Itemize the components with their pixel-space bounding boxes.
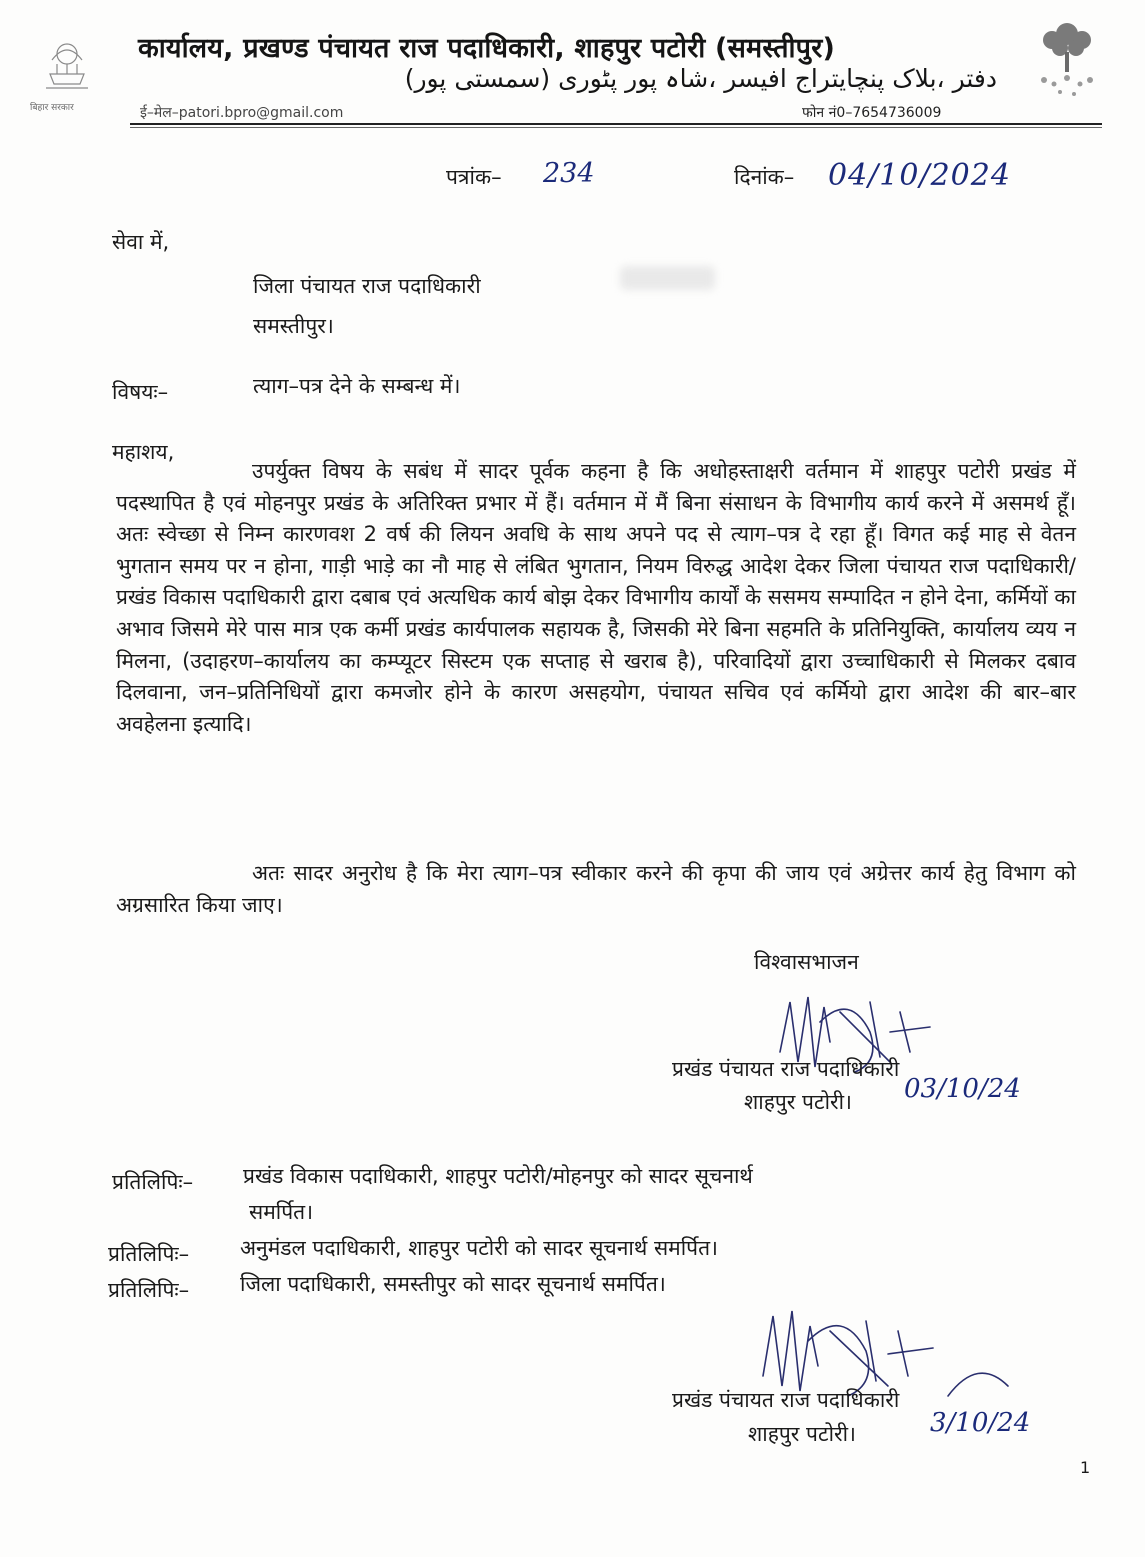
signature-1-date: 03/10/24 bbox=[904, 1074, 1021, 1104]
ref-number-value: 234 bbox=[543, 158, 595, 189]
redacted-mark bbox=[620, 266, 715, 290]
letterhead-rule-thin bbox=[130, 127, 1102, 128]
closing-2-designation: प्रखंड पंचायत राज पदाधिकारी bbox=[672, 1388, 900, 1412]
letterhead-phone: फोन नं0–7654736009 bbox=[802, 105, 942, 121]
state-emblem-icon bbox=[22, 22, 112, 112]
ref-number-label: पत्रांक– bbox=[446, 165, 502, 189]
tree-logo-icon bbox=[1022, 18, 1112, 108]
copy-2-text: अनुमंडल पदाधिकारी, शाहपुर पटोरी को सादर सूचनार्थ समर्पित। bbox=[240, 1236, 718, 1260]
copy-3-label: प्रतिलिपिः– bbox=[108, 1278, 190, 1302]
body-paragraph-1-text: उपर्युक्त विषय के सबंध में सादर पूर्वक कहना है कि अधोहस्ताक्षरी वर्तमान में शाहपुर पटोरी प्रखंड में पदस्थापित है एवं मोहनपुर प्रखंड के अतिरिक्त प्रभार में हैं। वर्तमान में मैं बिना संसाधन के विभागीय कार्य करने में असमर्थ हूँ। अतः स्वेच्छा से निम्न कारणवश 2 वर्ष की लियन अवधि के साथ अपने पद से त्याग–पत्र दे रहा हूँ। विगत कई माह से वेतन भुगतान समय पर न होना, गाड़ी भाड़े का नौ माह से लंबित भुगतान, नियम विरुद्ध आदेश देकर जिला पंचायत राज पदाधिकारी/प्रखंड विकास पदाधिकारी द्वारा दबाब एवं अत्यधिक कार्य बोझ देकर विभागीय कार्यों के ससमय सम्पादित न होने देना, कर्मियों का अभाव जिसमे मेरे पास मात्र एक कर्मी प्रखंड कार्यपालक सहायक है, जिसकी मेरे बिना सहमति के प्रतिनियुक्ति, कार्यालय व्यय न मिलना, (उदाहरण–कार्यालय का कम्प्यूटर सिस्टम एक सप्ताह से खराब है), परिवादियों द्वारा उच्चाधिकारी से मिलकर दबाव दिलवाना, जन–प्रतिनिधियों द्वारा कमजोर होने के कारण असहयोग, पंचायत सचिव एवं कर्मियो द्वारा आदेश की बार–बार अवहेलना इत्यादि। bbox=[116, 459, 1076, 736]
body-paragraph-2 bbox=[116, 858, 1076, 921]
salutation-to: सेवा में, bbox=[112, 230, 170, 254]
copy-1-line-2: समर्पित। bbox=[249, 1200, 314, 1224]
ref-date-label: दिनांक– bbox=[734, 165, 795, 189]
letterhead-rule bbox=[130, 123, 1102, 125]
closing-2-place: शाहपुर पटोरी। bbox=[748, 1422, 856, 1446]
copy-2-label: प्रतिलिपिः– bbox=[108, 1242, 190, 1266]
copy-3-text: जिला पदाधिकारी, समस्तीपुर को सादर सूचनार्थ समर्पित। bbox=[240, 1272, 666, 1296]
recipient-line-1: जिला पंचायत राज पदाधिकारी bbox=[253, 274, 481, 298]
subject-text: त्याग–पत्र देने के सम्बन्ध में। bbox=[253, 374, 461, 398]
emblem-caption: बिहार सरकार bbox=[30, 103, 74, 113]
closing-place: शाहपुर पटोरी। bbox=[744, 1090, 852, 1114]
subject-label: विषयः– bbox=[112, 380, 169, 404]
ref-date-value: 04/10/2024 bbox=[828, 158, 1011, 193]
page-number: 1 bbox=[1080, 1458, 1091, 1477]
signature-2-date: 3/10/24 bbox=[930, 1408, 1031, 1438]
letterhead-email: ई–मेल–patori.bpro@gmail.com bbox=[140, 105, 344, 121]
body-paragraph-1 bbox=[116, 456, 1076, 740]
closing-designation: प्रखंड पंचायत राज पदाधिकारी bbox=[672, 1057, 900, 1081]
copy-1-label: प्रतिलिपिः– bbox=[112, 1170, 194, 1194]
valediction: विश्वासभाजन bbox=[754, 950, 859, 974]
copy-1-line-1: प्रखंड विकास पदाधिकारी, शाहपुर पटोरी/मोहनपुर को सादर सूचनार्थ bbox=[243, 1164, 753, 1188]
letterhead-title-hindi: कार्यालय, प्रखण्ड पंचायत राज पदाधिकारी, शाहपुर पटोरी (समस्तीपुर) bbox=[138, 33, 835, 64]
letterhead-title-urdu: دفتر ،بلاک پنچایتراج افیسر ،شاہ پور پٹوری (سمستی پور) bbox=[404, 64, 997, 93]
recipient-line-2: समस्तीपुर। bbox=[253, 314, 334, 338]
greeting: महाशय, bbox=[112, 440, 175, 464]
body-paragraph-2-text: अतः सादर अनुरोध है कि मेरा त्याग–पत्र स्वीकार करने की कृपा की जाय एवं अग्रेत्तर कार्य हेतु विभाग को अग्रसारित किया जाए। bbox=[116, 861, 1076, 917]
